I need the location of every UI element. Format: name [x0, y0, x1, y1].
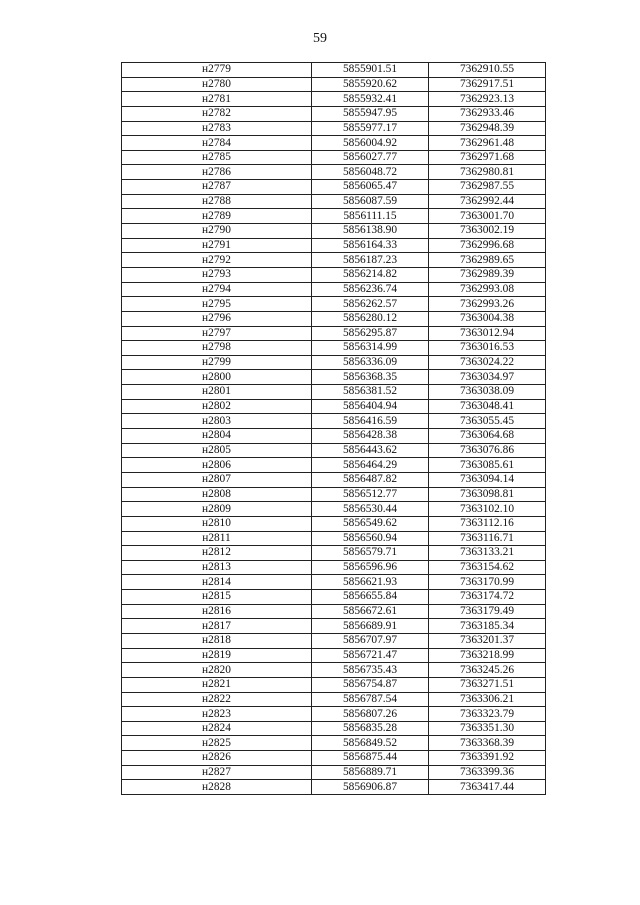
y-coordinate-cell: 7362971.68	[429, 150, 546, 165]
point-id-cell: н2785	[122, 150, 312, 165]
y-coordinate-cell: 7363306.21	[429, 692, 546, 707]
page-number: 59	[313, 31, 327, 46]
x-coordinate-cell: 5855932.41	[312, 92, 429, 107]
point-id-cell: н2808	[122, 487, 312, 502]
y-coordinate-cell: 7363170.99	[429, 575, 546, 590]
y-coordinate-cell: 7363218.99	[429, 648, 546, 663]
y-coordinate-cell: 7363133.21	[429, 546, 546, 561]
point-id-cell: н2815	[122, 590, 312, 605]
y-coordinate-cell: 7362993.08	[429, 282, 546, 297]
x-coordinate-cell: 5856138.90	[312, 224, 429, 239]
point-id-cell: н2801	[122, 385, 312, 400]
y-coordinate-cell: 7362961.48	[429, 136, 546, 151]
y-coordinate-cell: 7362996.68	[429, 238, 546, 253]
x-coordinate-cell: 5856336.09	[312, 355, 429, 370]
y-coordinate-cell: 7363399.36	[429, 765, 546, 780]
table-row	[122, 385, 546, 400]
point-id-cell: н2799	[122, 355, 312, 370]
x-coordinate-cell: 5856721.47	[312, 648, 429, 663]
point-id-cell: н2821	[122, 677, 312, 692]
y-coordinate-cell: 7363064.68	[429, 429, 546, 444]
y-coordinate-cell: 7362917.51	[429, 77, 546, 92]
table-row	[122, 63, 546, 78]
table-row	[122, 648, 546, 663]
x-coordinate-cell: 5856849.52	[312, 736, 429, 751]
x-coordinate-cell: 5856443.62	[312, 443, 429, 458]
table-row	[122, 165, 546, 180]
table-row	[122, 253, 546, 268]
table-row	[122, 458, 546, 473]
table-row	[122, 224, 546, 239]
point-id-cell: н2796	[122, 311, 312, 326]
y-coordinate-cell: 7363038.09	[429, 385, 546, 400]
point-id-cell: н2820	[122, 663, 312, 678]
point-id-cell: н2809	[122, 502, 312, 517]
x-coordinate-cell: 5856428.38	[312, 429, 429, 444]
point-id-cell: н2779	[122, 63, 312, 78]
point-id-cell: н2788	[122, 194, 312, 209]
point-id-cell: н2807	[122, 472, 312, 487]
y-coordinate-cell: 7363368.39	[429, 736, 546, 751]
x-coordinate-cell: 5856655.84	[312, 590, 429, 605]
table-row	[122, 531, 546, 546]
table-row	[122, 311, 546, 326]
table-row	[122, 502, 546, 517]
y-coordinate-cell: 7363012.94	[429, 326, 546, 341]
table-row	[122, 780, 546, 795]
x-coordinate-cell: 5856262.57	[312, 297, 429, 312]
y-coordinate-cell: 7362933.46	[429, 106, 546, 121]
x-coordinate-cell: 5855947.95	[312, 106, 429, 121]
y-coordinate-cell: 7362993.26	[429, 297, 546, 312]
table-row	[122, 136, 546, 151]
x-coordinate-cell: 5856487.82	[312, 472, 429, 487]
x-coordinate-cell: 5856416.59	[312, 414, 429, 429]
x-coordinate-cell: 5856236.74	[312, 282, 429, 297]
y-coordinate-cell: 7363245.26	[429, 663, 546, 678]
point-id-cell: н2802	[122, 399, 312, 414]
y-coordinate-cell: 7363076.86	[429, 443, 546, 458]
table-row	[122, 106, 546, 121]
table-row	[122, 472, 546, 487]
table-row	[122, 619, 546, 634]
x-coordinate-cell: 5856906.87	[312, 780, 429, 795]
table-row	[122, 663, 546, 678]
x-coordinate-cell: 5856295.87	[312, 326, 429, 341]
y-coordinate-cell: 7362923.13	[429, 92, 546, 107]
table-row	[122, 282, 546, 297]
x-coordinate-cell: 5856065.47	[312, 180, 429, 195]
table-row	[122, 560, 546, 575]
point-id-cell: н2806	[122, 458, 312, 473]
y-coordinate-cell: 7363024.22	[429, 355, 546, 370]
y-coordinate-cell: 7363154.62	[429, 560, 546, 575]
x-coordinate-cell: 5856735.43	[312, 663, 429, 678]
table-row	[122, 150, 546, 165]
table-row	[122, 414, 546, 429]
point-id-cell: н2810	[122, 516, 312, 531]
x-coordinate-cell: 5855920.62	[312, 77, 429, 92]
point-id-cell: н2786	[122, 165, 312, 180]
table-row	[122, 121, 546, 136]
x-coordinate-cell: 5856689.91	[312, 619, 429, 634]
table-row	[122, 355, 546, 370]
table-row	[122, 370, 546, 385]
y-coordinate-cell: 7363417.44	[429, 780, 546, 795]
point-id-cell: н2781	[122, 92, 312, 107]
y-coordinate-cell: 7363174.72	[429, 590, 546, 605]
table-row	[122, 180, 546, 195]
table-row	[122, 590, 546, 605]
x-coordinate-cell: 5856464.29	[312, 458, 429, 473]
x-coordinate-cell: 5856560.94	[312, 531, 429, 546]
point-id-cell: н2804	[122, 429, 312, 444]
y-coordinate-cell: 7363002.19	[429, 224, 546, 239]
table-row	[122, 707, 546, 722]
y-coordinate-cell: 7363185.34	[429, 619, 546, 634]
point-id-cell: н2813	[122, 560, 312, 575]
y-coordinate-cell: 7363048.41	[429, 399, 546, 414]
table-row	[122, 751, 546, 766]
point-id-cell: н2793	[122, 267, 312, 282]
x-coordinate-cell: 5856368.35	[312, 370, 429, 385]
y-coordinate-cell: 7363094.14	[429, 472, 546, 487]
y-coordinate-cell: 7362987.55	[429, 180, 546, 195]
x-coordinate-cell: 5856579.71	[312, 546, 429, 561]
table-row	[122, 297, 546, 312]
x-coordinate-cell: 5856530.44	[312, 502, 429, 517]
x-coordinate-cell: 5856754.87	[312, 677, 429, 692]
table-row	[122, 575, 546, 590]
table-row	[122, 633, 546, 648]
point-id-cell: н2803	[122, 414, 312, 429]
x-coordinate-cell: 5856048.72	[312, 165, 429, 180]
table-row	[122, 692, 546, 707]
point-id-cell: н2780	[122, 77, 312, 92]
point-id-cell: н2817	[122, 619, 312, 634]
table-row	[122, 516, 546, 531]
x-coordinate-cell: 5856512.77	[312, 487, 429, 502]
x-coordinate-cell: 5856787.54	[312, 692, 429, 707]
y-coordinate-cell: 7363116.71	[429, 531, 546, 546]
table-row	[122, 443, 546, 458]
y-coordinate-cell: 7362980.81	[429, 165, 546, 180]
y-coordinate-cell: 7363351.30	[429, 721, 546, 736]
table-row	[122, 341, 546, 356]
x-coordinate-cell: 5856596.96	[312, 560, 429, 575]
x-coordinate-cell: 5856807.26	[312, 707, 429, 722]
point-id-cell: н2827	[122, 765, 312, 780]
point-id-cell: н2823	[122, 707, 312, 722]
y-coordinate-cell: 7363201.37	[429, 633, 546, 648]
point-id-cell: н2789	[122, 209, 312, 224]
x-coordinate-cell: 5856875.44	[312, 751, 429, 766]
point-id-cell: н2822	[122, 692, 312, 707]
y-coordinate-cell: 7363179.49	[429, 604, 546, 619]
point-id-cell: н2794	[122, 282, 312, 297]
table-row	[122, 487, 546, 502]
y-coordinate-cell: 7363055.45	[429, 414, 546, 429]
point-id-cell: н2790	[122, 224, 312, 239]
x-coordinate-cell: 5856004.92	[312, 136, 429, 151]
point-id-cell: н2795	[122, 297, 312, 312]
y-coordinate-cell: 7363271.51	[429, 677, 546, 692]
point-id-cell: н2791	[122, 238, 312, 253]
point-id-cell: н2814	[122, 575, 312, 590]
y-coordinate-cell: 7363323.79	[429, 707, 546, 722]
y-coordinate-cell: 7363098.81	[429, 487, 546, 502]
y-coordinate-cell: 7363085.61	[429, 458, 546, 473]
point-id-cell: н2828	[122, 780, 312, 795]
table-row	[122, 604, 546, 619]
y-coordinate-cell: 7362910.55	[429, 63, 546, 78]
table-row	[122, 736, 546, 751]
table-row	[122, 267, 546, 282]
x-coordinate-cell: 5856404.94	[312, 399, 429, 414]
point-id-cell: н2792	[122, 253, 312, 268]
point-id-cell: н2825	[122, 736, 312, 751]
point-id-cell: н2826	[122, 751, 312, 766]
table-row	[122, 399, 546, 414]
x-coordinate-cell: 5856314.99	[312, 341, 429, 356]
y-coordinate-cell: 7362989.65	[429, 253, 546, 268]
x-coordinate-cell: 5856707.97	[312, 633, 429, 648]
y-coordinate-cell: 7362948.39	[429, 121, 546, 136]
point-id-cell: н2811	[122, 531, 312, 546]
x-coordinate-cell: 5856280.12	[312, 311, 429, 326]
point-id-cell: н2798	[122, 341, 312, 356]
y-coordinate-cell: 7363004.38	[429, 311, 546, 326]
x-coordinate-cell: 5856214.82	[312, 267, 429, 282]
table-row	[122, 677, 546, 692]
point-id-cell: н2782	[122, 106, 312, 121]
table-row	[122, 194, 546, 209]
point-id-cell: н2783	[122, 121, 312, 136]
table-row	[122, 429, 546, 444]
x-coordinate-cell: 5856027.77	[312, 150, 429, 165]
x-coordinate-cell: 5856087.59	[312, 194, 429, 209]
y-coordinate-cell: 7363102.10	[429, 502, 546, 517]
table-row	[122, 77, 546, 92]
y-coordinate-cell: 7362989.39	[429, 267, 546, 282]
point-id-cell: н2784	[122, 136, 312, 151]
point-id-cell: н2816	[122, 604, 312, 619]
x-coordinate-cell: 5856111.15	[312, 209, 429, 224]
point-id-cell: н2797	[122, 326, 312, 341]
point-id-cell: н2787	[122, 180, 312, 195]
table-row	[122, 238, 546, 253]
x-coordinate-cell: 5856835.28	[312, 721, 429, 736]
x-coordinate-cell: 5855901.51	[312, 63, 429, 78]
x-coordinate-cell: 5856672.61	[312, 604, 429, 619]
table-row	[122, 721, 546, 736]
coordinates-table	[121, 62, 546, 795]
y-coordinate-cell: 7363391.92	[429, 751, 546, 766]
x-coordinate-cell: 5856889.71	[312, 765, 429, 780]
point-id-cell: н2818	[122, 633, 312, 648]
x-coordinate-cell: 5856164.33	[312, 238, 429, 253]
y-coordinate-cell: 7363034.97	[429, 370, 546, 385]
y-coordinate-cell: 7363016.53	[429, 341, 546, 356]
table-row	[122, 209, 546, 224]
x-coordinate-cell: 5856621.93	[312, 575, 429, 590]
table-row	[122, 546, 546, 561]
point-id-cell: н2805	[122, 443, 312, 458]
y-coordinate-cell: 7363001.70	[429, 209, 546, 224]
y-coordinate-cell: 7362992.44	[429, 194, 546, 209]
x-coordinate-cell: 5855977.17	[312, 121, 429, 136]
x-coordinate-cell: 5856187.23	[312, 253, 429, 268]
point-id-cell: н2819	[122, 648, 312, 663]
table-row	[122, 326, 546, 341]
x-coordinate-cell: 5856549.62	[312, 516, 429, 531]
table-row	[122, 765, 546, 780]
coordinates-table-body	[122, 63, 546, 795]
y-coordinate-cell: 7363112.16	[429, 516, 546, 531]
x-coordinate-cell: 5856381.52	[312, 385, 429, 400]
point-id-cell: н2800	[122, 370, 312, 385]
table-row	[122, 92, 546, 107]
point-id-cell: н2812	[122, 546, 312, 561]
point-id-cell: н2824	[122, 721, 312, 736]
